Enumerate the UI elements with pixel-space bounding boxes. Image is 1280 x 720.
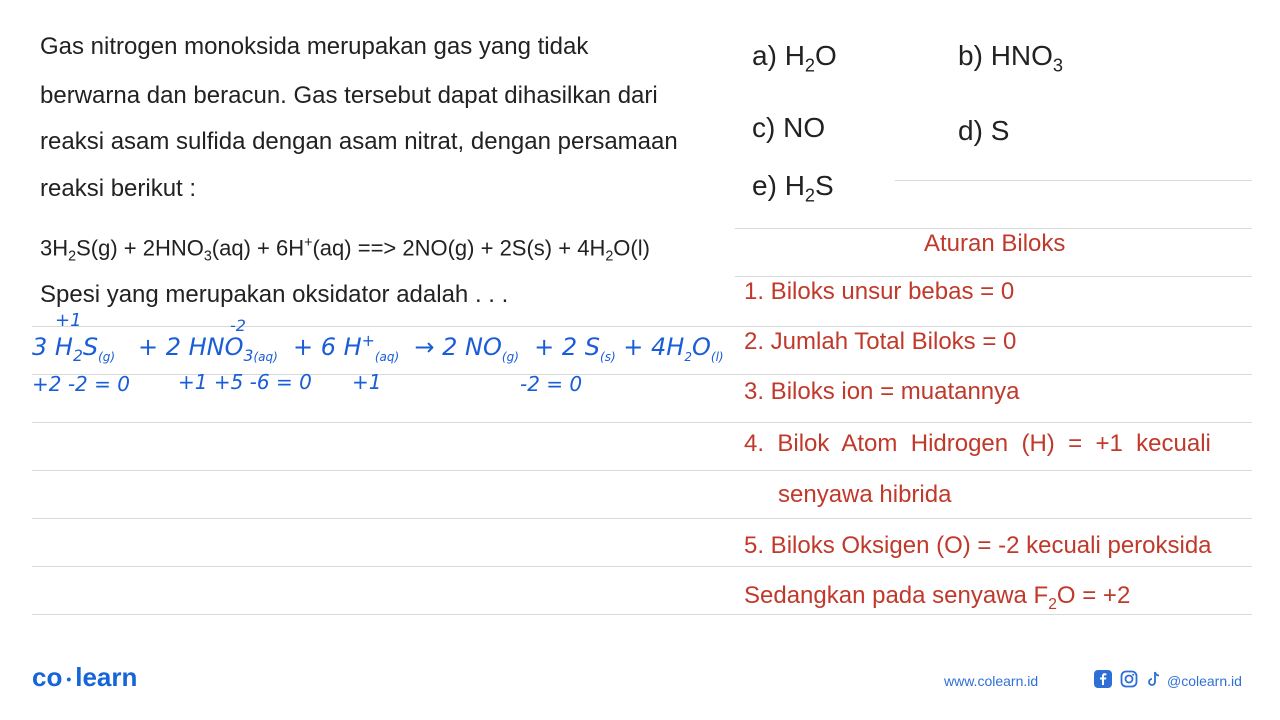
website-link[interactable]: www.colearn.id bbox=[944, 673, 1039, 689]
question-line-4: reaksi berikut : bbox=[40, 175, 197, 202]
reaction-equation: $3H_2S(g) + 2HNO_3(aq) + 6H^+(aq)$ ==> $2NO(g) + 2S(s) + 4H_2O(l)$ bbox=[40, 235, 650, 265]
divider bbox=[32, 326, 1252, 327]
question-line-3: reaksi asam sulfida dengan asam nitrat, dengan persamaan bbox=[40, 128, 678, 155]
option-c[interactable]: c) NO bbox=[752, 112, 826, 143]
rule-item-5: 5. Biloks Oksigen (O) = -2 kecuali peroksida bbox=[744, 532, 1212, 559]
handwritten-sum-hno3: +1 +5 -6 = 0 bbox=[178, 370, 312, 394]
divider bbox=[32, 614, 1252, 615]
divider bbox=[32, 470, 1252, 471]
rule-item-4: 4. Bilok Atom Hidrogen (H) = +1 kecuali bbox=[744, 430, 1211, 457]
handwritten-charge-h: +1 bbox=[55, 310, 82, 331]
rule-note: Sedangkan pada senyawa $F_2O = +2$ bbox=[744, 582, 1131, 613]
handwritten-sum-no: -2 = 0 bbox=[520, 372, 583, 396]
tiktok-icon[interactable] bbox=[1145, 670, 1163, 688]
rule-item-4-cont: senyawa hibrida bbox=[778, 481, 952, 508]
question-line-2: berwarna dan beracun. Gas tersebut dapat dihasilkan dari bbox=[40, 82, 658, 109]
handwritten-charge-h-ion: +1 bbox=[352, 370, 382, 394]
rule-item-3: 3. Biloks ion = muatannya bbox=[744, 378, 1020, 405]
social-handle[interactable]: @colearn.id bbox=[1167, 673, 1242, 689]
rule-item-1: 1. Biloks unsur bebas = 0 bbox=[744, 278, 1015, 305]
handwritten-sum-h2s: +2 -2 = 0 bbox=[32, 372, 130, 396]
option-a[interactable]: a) $H_2O$ bbox=[752, 40, 837, 76]
question-line-1: Gas nitrogen monoksida merupakan gas yang tidak bbox=[40, 33, 589, 60]
facebook-icon[interactable] bbox=[1094, 670, 1112, 688]
divider bbox=[735, 276, 1252, 277]
divider bbox=[32, 566, 1252, 567]
rules-title: Aturan Biloks bbox=[924, 230, 1066, 257]
divider bbox=[32, 518, 1252, 519]
rule-item-2: 2. Jumlah Total Biloks = 0 bbox=[744, 328, 1017, 355]
option-e[interactable]: e) $H_2S$ bbox=[752, 170, 834, 206]
colearn-logo: co • learn bbox=[32, 662, 138, 692]
divider bbox=[735, 228, 1252, 229]
question-prompt: Spesi yang merupakan oksidator adalah . . . bbox=[40, 281, 509, 308]
divider bbox=[32, 422, 1252, 423]
option-d[interactable]: d) S bbox=[958, 115, 1010, 146]
instagram-icon[interactable] bbox=[1120, 670, 1138, 688]
option-b[interactable]: b) $HNO_3$ bbox=[958, 40, 1064, 76]
handwritten-charge-o: -2 bbox=[230, 316, 246, 335]
handwritten-equation: 3 $H_2S_{(g)}$ + 2 $HNO_{3(aq)} + 6$ $H^+_{(aq)} \to 2$ $NO_{(g)} + 2$ $S_{(s)} + 4H_2O_{(l)}$ bbox=[32, 332, 724, 365]
divider bbox=[895, 180, 1252, 181]
